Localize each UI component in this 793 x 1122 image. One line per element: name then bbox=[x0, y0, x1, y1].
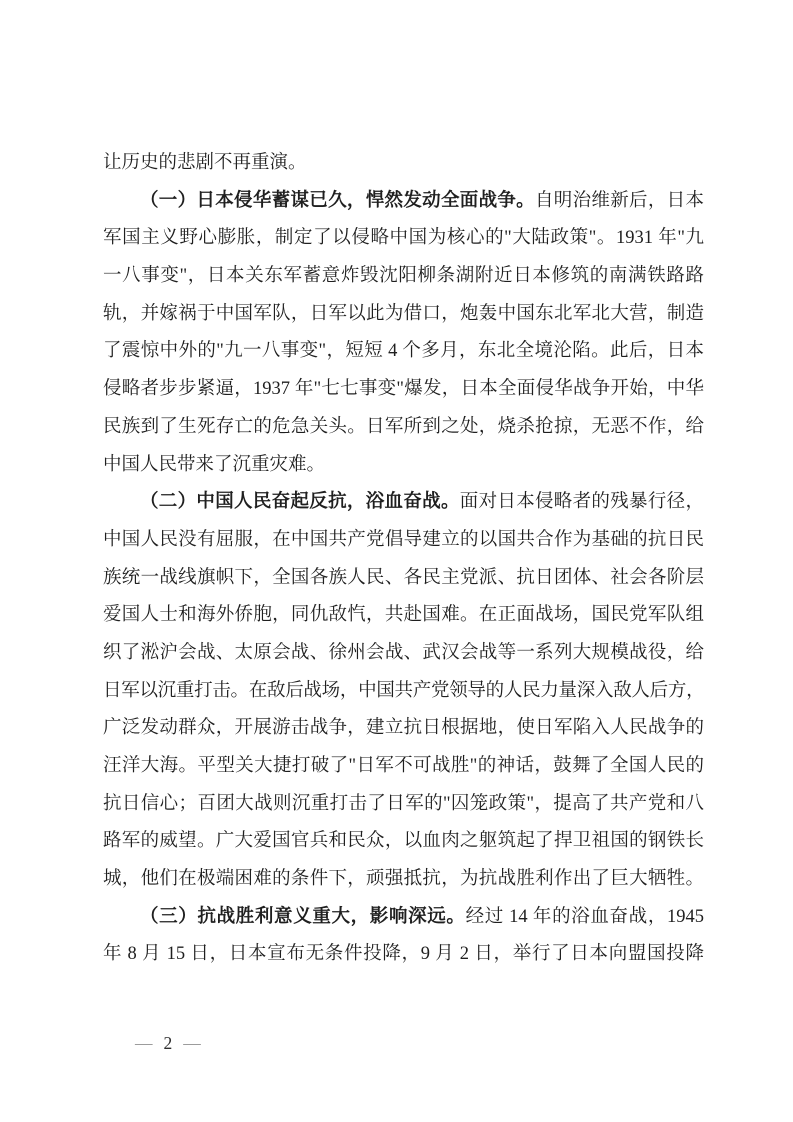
text-line bbox=[103, 333, 704, 371]
body-text-segment: 面对日本侵略者的残暴行径， bbox=[459, 492, 704, 513]
footer-dash-right: — bbox=[183, 1033, 201, 1053]
text-line bbox=[103, 861, 704, 899]
body-text-segment: 日军以沉重打击。在敌后战场，中国共产党领导的人民力量深入敌人后方， bbox=[103, 680, 704, 701]
footer-dash-left: — bbox=[135, 1033, 153, 1053]
text-line bbox=[103, 710, 704, 748]
text-line bbox=[103, 597, 704, 635]
text-line bbox=[103, 371, 704, 409]
heading-segment: （三）抗战胜利意义重大，影响深远。 bbox=[140, 906, 466, 927]
body-text-segment: 经过 14 年的浴血奋战，1945 bbox=[465, 906, 704, 927]
body-text-segment: 侵略者步步紧逼，1937 年"七七事变"爆发，日本全面侵华战争开始，中华 bbox=[103, 379, 704, 400]
text-line bbox=[103, 484, 704, 522]
heading-segment: （二）中国人民奋起反抗，浴血奋战。 bbox=[140, 492, 460, 513]
text-line bbox=[103, 409, 704, 447]
body-text-segment: 抗日信心；百团大战则沉重打击了日军的"囚笼政策"，提高了共产党和八 bbox=[103, 793, 704, 814]
text-line bbox=[103, 522, 704, 560]
body-text-segment: 织了淞沪会战、太原会战、徐州会战、武汉会战等一系列大规模战役，给 bbox=[103, 642, 704, 663]
text-line bbox=[103, 258, 704, 296]
text-line bbox=[103, 145, 704, 183]
page-number: 2 bbox=[163, 1033, 173, 1053]
document-body-text bbox=[103, 145, 704, 974]
body-text-segment: 自明治维新后，日本 bbox=[535, 190, 704, 211]
text-line bbox=[103, 673, 704, 711]
body-text-segment: 民族到了生死存亡的危急关头。日军所到之处，烧杀抢掠，无恶不作，给 bbox=[103, 416, 704, 437]
body-text-segment: 军国主义野心膨胀，制定了以侵略中国为核心的"大陆政策"。1931 年"九 bbox=[103, 228, 704, 249]
text-line bbox=[103, 296, 704, 334]
body-text-segment: 年 8 月 15 日，日本宣布无条件投降，9 月 2 日，举行了日本向盟国投降 bbox=[103, 944, 704, 965]
text-line bbox=[103, 183, 704, 221]
text-line bbox=[103, 786, 704, 824]
body-text-segment: 让历史的悲剧不再重演。 bbox=[103, 153, 307, 173]
text-line bbox=[103, 823, 704, 861]
body-text-segment: 城，他们在极端困难的条件下，顽强抵抗，为抗战胜利作出了巨大牺牲。 bbox=[103, 869, 704, 890]
body-text-segment: 一八事变"，日本关东军蓄意炸毁沈阳柳条湖附近日本修筑的南满铁路路 bbox=[103, 266, 704, 287]
page-footer bbox=[135, 1029, 201, 1057]
body-text-segment: 了震惊中外的"九一八事变"，短短 4 个多月，东北全境沦陷。此后，日本 bbox=[103, 341, 704, 362]
body-text-segment: 爱国人士和海外侨胞，同仇敌忾，共赴国难。在正面战场，国民党军队组 bbox=[103, 605, 704, 626]
body-text-segment: 汪洋大海。平型关大捷打破了"日军不可战胜"的神话，鼓舞了全国人民的 bbox=[103, 756, 704, 776]
text-line bbox=[103, 220, 704, 258]
body-text-segment: 广泛发动群众，开展游击战争，建立抗日根据地，使日军陷入人民战争的 bbox=[103, 718, 704, 739]
text-line bbox=[103, 936, 704, 974]
text-line bbox=[103, 748, 704, 786]
body-text-segment: 路军的威望。广大爱国官兵和民众，以血肉之躯筑起了捍卫祖国的钢铁长 bbox=[103, 831, 704, 852]
text-line bbox=[103, 635, 704, 673]
body-text-segment: 族统一战线旗帜下，全国各族人民、各民主党派、抗日团体、社会各阶层 bbox=[103, 567, 704, 588]
text-line bbox=[103, 447, 704, 485]
text-line bbox=[103, 899, 704, 937]
body-text-segment: 轨，并嫁祸于中国军队，日军以此为借口，炮轰中国东北军北大营，制造 bbox=[103, 303, 704, 324]
body-text-segment: 中国人民没有屈服，在中国共产党倡导建立的以国共合作为基础的抗日民 bbox=[103, 529, 704, 550]
body-text-segment: 中国人民带来了沉重灾难。 bbox=[103, 454, 326, 475]
heading-segment: （一）日本侵华蓄谋已久，悍然发动全面战争。 bbox=[140, 190, 535, 211]
text-line bbox=[103, 560, 704, 598]
